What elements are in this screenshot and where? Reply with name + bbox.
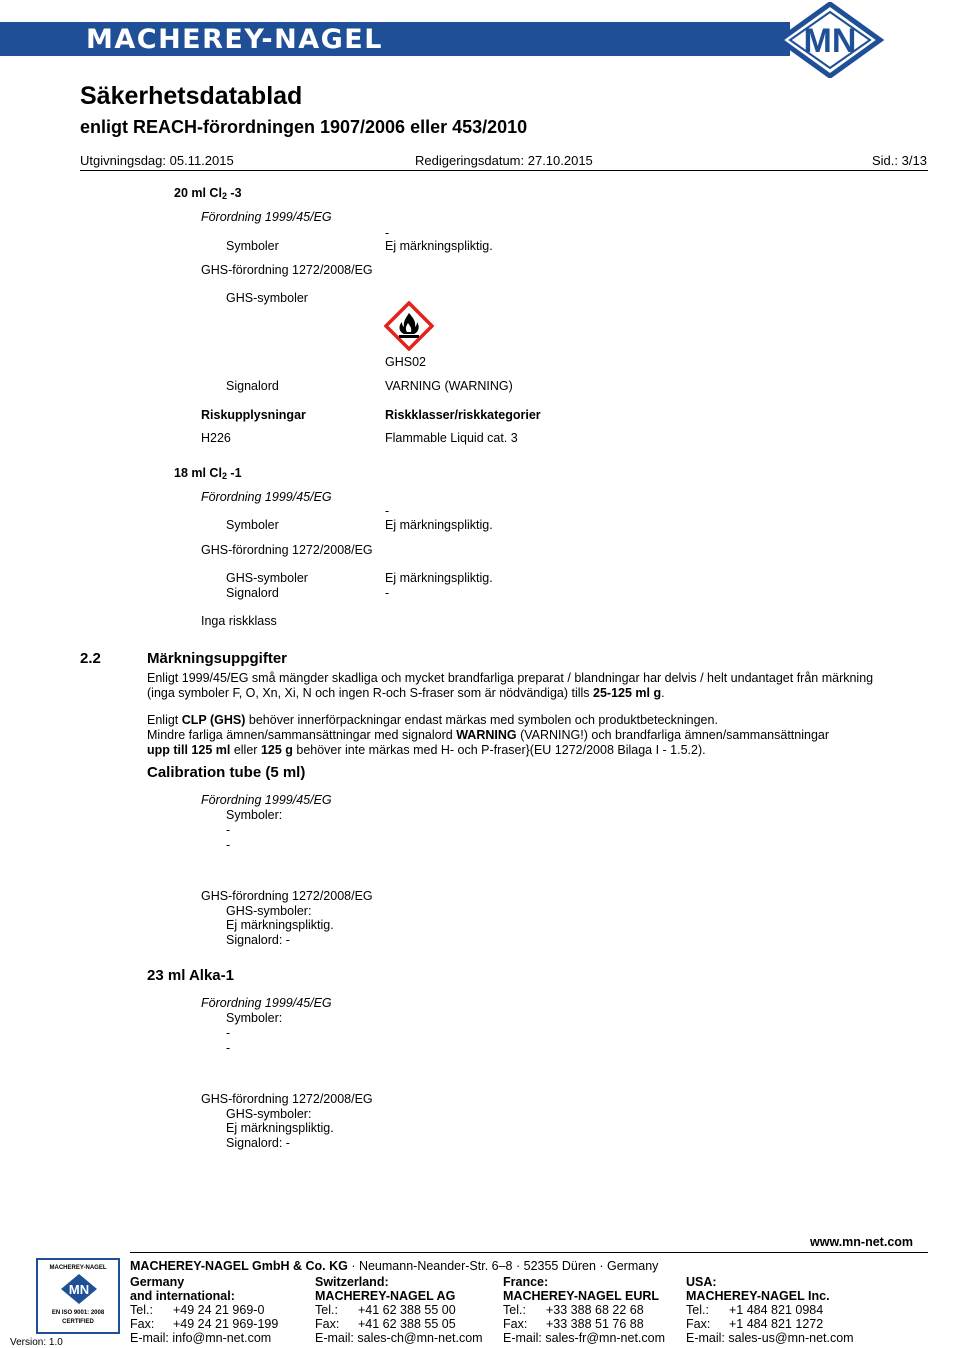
svg-text:MN: MN — [68, 1282, 90, 1297]
brand-name: MACHEREY-NAGEL — [86, 24, 383, 55]
footer-col1-tel: +49 24 21 969-0 — [173, 1303, 265, 1317]
block2-signal-dash: - — [385, 586, 390, 600]
block2-reg-1999: Förordning 1999/45/EG — [201, 490, 332, 504]
doc-title: Säkerhetsdatablad — [80, 82, 303, 110]
alka-dash2: - — [226, 1041, 231, 1055]
block1-pictogram-code: GHS02 — [385, 355, 426, 369]
header-rule — [80, 170, 928, 171]
block1-h-text: Flammable Liquid cat. 3 — [385, 431, 518, 445]
section-title: Märkningsuppgifter — [147, 650, 288, 667]
footer-col4-tel: +1 484 821 0984 — [729, 1303, 824, 1317]
calib-symboler: Symboler: — [226, 808, 283, 822]
footer-rule — [130, 1252, 928, 1253]
block2-inga: Inga riskklass — [201, 614, 277, 628]
footer-col1-tel-label: Tel.: — [130, 1303, 153, 1317]
footer-company-line: MACHEREY-NAGEL GmbH & Co. KG · Neumann-Neander-Str. 6–8 · 52355 Düren · Germany — [130, 1259, 659, 1273]
block2-ej: Ej märkningspliktig. — [385, 518, 493, 532]
block2-ghs-symboler: GHS-symboler — [226, 571, 308, 585]
alka-ej: Ej märkningspliktig. — [226, 1121, 334, 1135]
calib-reg-1999: Förordning 1999/45/EG — [201, 793, 332, 807]
footer-col1-h2: and international: — [130, 1289, 235, 1303]
alka-symboler: Symboler: — [226, 1011, 283, 1025]
footer-web: www.mn-net.com — [810, 1235, 914, 1249]
section-p4: upp till 125 ml eller 125 g behöver inte märkas med H- och P-fraser}(EU 1272/2008 Bilaga I - 1.5.2). — [147, 743, 706, 757]
mn-logo — [776, 2, 884, 78]
alka-signalord: Signalord: - — [226, 1136, 290, 1150]
footer-col3-h2: MACHEREY-NAGEL EURL — [503, 1289, 660, 1303]
footer-col2-h1: Switzerland: — [315, 1275, 389, 1289]
doc-subtitle: enligt REACH-förordningen 1907/2006 eller 453/2010 — [80, 117, 528, 137]
iso-certificate-badge: MACHEREY-NAGEL MN EN ISO 9001: 2008 CERTIFIED — [36, 1258, 120, 1334]
footer-col2-tel-label: Tel.: — [315, 1303, 338, 1317]
footer-col2-tel: +41 62 388 55 00 — [358, 1303, 456, 1317]
footer-col2-fax: +41 62 388 55 05 — [358, 1317, 456, 1331]
footer-col4-email: E-mail: sales-us@mn-net.com — [686, 1331, 854, 1345]
page-number: Sid.: 3/13 — [872, 153, 927, 168]
cert-mn-icon — [60, 1273, 98, 1305]
alka-ghs-symboler: GHS-symboler: — [226, 1107, 312, 1121]
calib-signalord: Signalord: - — [226, 933, 290, 947]
alka-heading: 23 ml Alka-1 — [147, 967, 234, 984]
block1-heading: 20 ml $Cl_2$ -3 — [174, 186, 242, 201]
block1-signalord: Signalord — [226, 379, 279, 393]
footer-col3-tel-label: Tel.: — [503, 1303, 526, 1317]
svg-text:MN: MN — [803, 22, 857, 60]
footer-col4-fax: +1 484 821 1272 — [729, 1317, 824, 1331]
footer-col3-h1: France: — [503, 1275, 549, 1289]
footer-col1-h1: Germany — [130, 1275, 185, 1289]
block1-ghs-reg: GHS-förordning 1272/2008/EG — [201, 263, 373, 277]
section-p3: Mindre farliga ämnen/sammansättningar med signalord WARNING (VARNING!) och brandfarliga ämnen/sammansättningar — [147, 728, 830, 742]
footer-col2-h2: MACHEREY-NAGEL AG — [315, 1289, 456, 1303]
calib-ghs-reg: GHS-förordning 1272/2008/EG — [201, 889, 373, 903]
calib-ej: Ej märkningspliktig. — [226, 918, 334, 932]
footer-col3-fax: +33 388 51 76 88 — [546, 1317, 644, 1331]
alka-reg-1999: Förordning 1999/45/EG — [201, 996, 332, 1010]
alka-dash1: - — [226, 1026, 231, 1040]
revision-date: Redigeringsdatum: 27.10.2015 — [415, 153, 593, 168]
block2-ej2: Ej märkningspliktig. — [385, 571, 493, 585]
calib-ghs-symboler: GHS-symboler: — [226, 904, 312, 918]
calib-dash2: - — [226, 838, 231, 852]
block2-signalord: Signalord — [226, 586, 279, 600]
block1-ej: Ej märkningspliktig. — [385, 239, 493, 253]
footer-col3-fax-label: Fax: — [503, 1317, 528, 1331]
block1-ghs-symboler: GHS-symboler — [226, 291, 308, 305]
section-number: 2.2 — [80, 650, 101, 667]
block2-dash: - — [385, 504, 390, 518]
issue-date: Utgivningsdag: 05.11.2015 — [80, 153, 234, 168]
block1-reg-1999: Förordning 1999/45/EG — [201, 210, 332, 224]
footer-col2-email: E-mail: sales-ch@mn-net.com — [315, 1331, 483, 1345]
block1-symboler: Symboler — [226, 239, 279, 253]
footer-col2-fax-label: Fax: — [315, 1317, 340, 1331]
block2-symboler: Symboler — [226, 518, 279, 532]
section-p2: Enligt CLP (GHS) behöver innerförpackningar endast märkas med symbolen och produktbeteckningen. — [147, 713, 718, 727]
section-p1-line1: Enligt 1999/45/EG små mängder skadliga och mycket brandfarliga preparat / blandningar har delvis / helt undantaget från märkning — [147, 671, 874, 685]
block1-risk-info: Riskupplysningar — [201, 408, 306, 422]
section-p1-line2: (inga symboler F, O, Xn, Xi, N och ingen R-och S-fraser som är nödvändiga) tills 25-125 ml g. — [147, 686, 665, 700]
block2-heading: 18 ml $Cl_2$ -1 — [174, 466, 242, 481]
footer-col3-email: E-mail: sales-fr@mn-net.com — [503, 1331, 666, 1345]
calib-heading: Calibration tube (5 ml) — [147, 764, 306, 781]
calib-dash1: - — [226, 823, 231, 837]
block1-h-code: H226 — [201, 431, 231, 445]
alka-ghs-reg: GHS-förordning 1272/2008/EG — [201, 1092, 373, 1106]
block2-ghs-reg: GHS-förordning 1272/2008/EG — [201, 543, 373, 557]
footer-col4-h2: MACHEREY-NAGEL Inc. — [686, 1289, 830, 1303]
footer-col1-fax: +49 24 21 969-199 — [173, 1317, 279, 1331]
footer-col3-tel: +33 388 68 22 68 — [546, 1303, 644, 1317]
version-label: Version: 1.0 — [10, 1337, 63, 1348]
footer-col4-h1: USA: — [686, 1275, 717, 1289]
block1-risk-classes: Riskklasser/riskkategorier — [385, 408, 541, 422]
footer-col1-email: E-mail: info@mn-net.com — [130, 1331, 272, 1345]
ghs02-flame-icon — [384, 301, 434, 351]
footer-col1-fax-label: Fax: — [130, 1317, 155, 1331]
footer-col4-tel-label: Tel.: — [686, 1303, 709, 1317]
block1-signal-value: VARNING (WARNING) — [385, 379, 513, 393]
footer-col4-fax-label: Fax: — [686, 1317, 711, 1331]
block1-dash: - — [385, 226, 390, 240]
